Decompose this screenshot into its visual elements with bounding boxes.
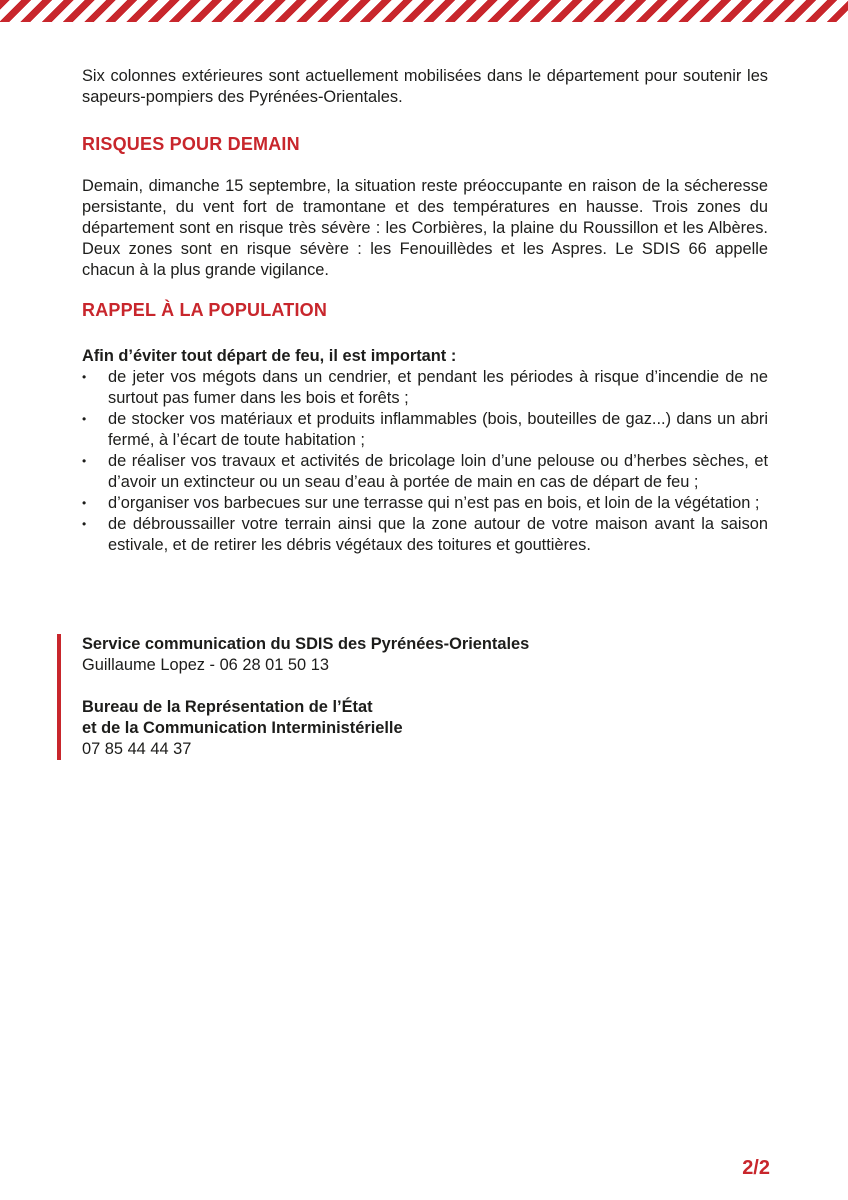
bullet-icon: • [82, 412, 87, 426]
section-title-rappel: RAPPEL À LA POPULATION [82, 300, 328, 320]
list-item [82, 514, 768, 556]
bullet-icon: • [82, 370, 87, 384]
rappel-intro: Afin d’éviter tout départ de feu, il est important : [82, 347, 457, 365]
list-item-text: de stocker vos matériaux et produits inflammables (bois, bouteilles de gaz...) dans un abri fermé, à l’écart de toute habitation ; [108, 410, 768, 449]
intro-paragraph: Six colonnes extérieures sont actuellement mobilisées dans le département pour soutenir les sapeurs-pompiers des Pyrénées-Orientales. [82, 67, 768, 106]
list-item-text: de débroussailler votre terrain ainsi que la zone autour de votre maison avant la saison estivale, et de retirer les débris végétaux des toitures et gouttières. [108, 515, 768, 554]
list-item [82, 367, 768, 409]
section-title-risques: RISQUES POUR DEMAIN [82, 134, 300, 154]
sdis-contact-person: Guillaume Lopez - 06 28 01 50 13 [82, 656, 329, 674]
bureau-phone: 07 85 44 44 37 [82, 740, 192, 758]
list-item [82, 451, 768, 493]
list-item [82, 409, 768, 451]
sdis-contact-title: Service communication du SDIS des Pyrénées-Orientales [82, 635, 530, 653]
bureau-title-line2: et de la Communication Interministérielle [82, 719, 403, 737]
bullet-icon: • [82, 496, 87, 510]
risques-paragraph: Demain, dimanche 15 septembre, la situation reste préoccupante en raison de la sécheresse persistante, du vent fort de tramontane et des températures en hausse. Trois zones du département sont en risque très sévère : les Corbières, la plaine du Roussillon et les Albères. Deux zones sont en risque sévère : les Fenouillèdes et les Aspres. Le SDIS 66 appelle chacun à la plus grande vigilance. [82, 177, 768, 279]
page-number: 2/2 [742, 1157, 770, 1179]
spacer [82, 676, 802, 697]
bureau-title-line1: Bureau de la Représentation de l’État [82, 698, 373, 716]
rappel-list [82, 367, 768, 556]
bullet-icon: • [82, 517, 87, 531]
contact-block [57, 634, 802, 760]
bullet-icon: • [82, 454, 87, 468]
list-item [82, 493, 768, 514]
list-item-text: d’organiser vos barbecues sur une terrasse qui n’est pas en bois, et loin de la végétation ; [108, 494, 760, 512]
list-item-text: de jeter vos mégots dans un cendrier, et pendant les périodes à risque d’incendie de ne surtout pas fumer dans les bois et forêts ; [108, 368, 768, 407]
list-item-text: de réaliser vos travaux et activités de bricolage loin d’une pelouse ou d’herbes sèches, et d’avoir un extincteur ou un seau d’eau à portée de main en cas de départ de feu ; [108, 452, 768, 491]
striped-header-band [0, 0, 848, 22]
